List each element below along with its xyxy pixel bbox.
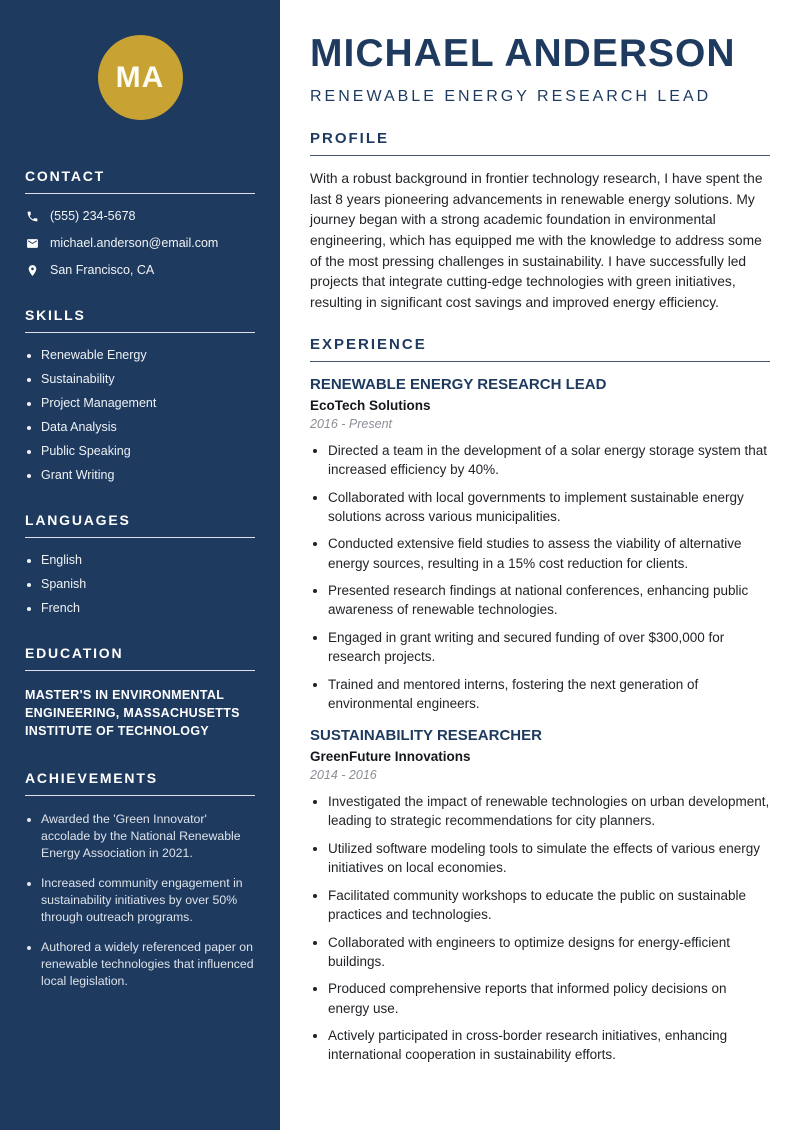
job-bullet: • Conducted extensive field studies to assess the viability of alternative energy sources, resulting in a 15% cost reduction for clients.	[328, 534, 770, 572]
job-bullet: • Collaborated with engineers to optimize designs for energy-efficient buildings.	[328, 933, 770, 971]
profile-heading: PROFILE	[310, 130, 770, 156]
skill-item: • Grant Writing	[41, 468, 255, 482]
skill-item: • Sustainability	[41, 372, 255, 386]
language-item: • Spanish	[41, 577, 255, 591]
achievements-list	[25, 811, 255, 990]
contact-item-phone	[25, 209, 255, 223]
sidebar	[0, 0, 280, 1130]
person-name: MICHAEL ANDERSON	[310, 32, 736, 75]
job-title: RENEWABLE ENERGY RESEARCH LEAD	[310, 375, 607, 393]
job-bullet: • Actively participated in cross-border research initiatives, enhancing international cooperation in sustainability efforts.	[328, 1026, 770, 1064]
avatar	[98, 35, 183, 120]
contact-location-text: San Francisco, CA	[50, 263, 155, 277]
achievement-item: • Authored a widely referenced paper on renewable technologies that influenced local legislation.	[41, 939, 255, 990]
contact-heading: CONTACT	[25, 168, 255, 194]
experience-job-2	[310, 727, 770, 1064]
contact-email-text: michael.anderson@email.com	[50, 236, 219, 250]
contact-list	[25, 209, 255, 277]
job-bullet: • Utilized software modeling tools to simulate the effects of various energy initiatives on local economies.	[328, 839, 770, 877]
language-item: • French	[41, 601, 255, 615]
job-bullet: • Presented research findings at national conferences, enhancing public awareness of renewable technologies.	[328, 581, 770, 619]
languages-heading: LANGUAGES	[25, 512, 255, 538]
location-icon	[25, 264, 39, 277]
person-headline: RENEWABLE ENERGY RESEARCH LEAD	[310, 88, 712, 105]
languages-list	[25, 553, 255, 615]
job-bullet: • Engaged in grant writing and secured funding of over $300,000 for research projects.	[328, 628, 770, 666]
achievements-section	[25, 770, 255, 990]
job-bullet-list	[310, 792, 770, 1064]
avatar-initials: MA	[115, 60, 165, 94]
achievement-item: • Awarded the 'Green Innovator' accolade by the National Renewable Energy Association in 2021.	[41, 811, 255, 862]
job-bullet-list	[310, 441, 770, 713]
job-bullet: • Trained and mentored interns, fostering the next generation of environmental engineers.	[328, 675, 770, 713]
skill-item: • Public Speaking	[41, 444, 255, 458]
job-title: SUSTAINABILITY RESEARCHER	[310, 727, 542, 745]
profile-text: With a robust background in frontier technology research, I have spent the last 8 years pioneering advancements in renewable energy solutions. My journey began with a strong academic foundation in environmental engineering, which has equipped me with the knowledge to address some of the most pressing challenges in sustainability. I have successfully led projects that integrate cutting-edge technologies with green initiatives, resulting in significant cost savings and improved energy efficiency.	[310, 171, 763, 311]
job-dates: 2016 - Present	[310, 416, 392, 431]
education-heading: EDUCATION	[25, 645, 255, 671]
contact-item-email	[25, 236, 255, 250]
job-bullet: • Facilitated community workshops to educate the public on sustainable practices and technologies.	[328, 886, 770, 924]
skill-item: • Renewable Energy	[41, 348, 255, 362]
experience-heading: EXPERIENCE	[310, 336, 770, 362]
language-item: • English	[41, 553, 255, 567]
languages-section	[25, 512, 255, 615]
main-content	[280, 0, 800, 1130]
experience-job-1	[310, 376, 770, 713]
job-bullet: • Investigated the impact of renewable technologies on urban development, leading to strategic recommendations for city planners.	[328, 792, 770, 830]
skills-section	[25, 307, 255, 482]
contact-phone-text: (555) 234-5678	[50, 209, 136, 223]
skills-list	[25, 348, 255, 482]
skills-heading: SKILLS	[25, 307, 255, 333]
job-bullet: • Collaborated with local governments to implement sustainable energy solutions across various municipalities.	[328, 488, 770, 526]
skill-item: • Data Analysis	[41, 420, 255, 434]
education-section	[25, 645, 255, 740]
contact-section	[25, 168, 255, 277]
education-degree: MASTER'S IN ENVIRONMENTAL ENGINEERING, MASSACHUSETTS INSTITUTE OF TECHNOLOGY	[25, 688, 240, 739]
job-company: GreenFuture Innovations	[310, 749, 471, 765]
job-dates: 2014 - 2016	[310, 768, 377, 783]
contact-item-location	[25, 263, 255, 277]
skill-item: • Project Management	[41, 396, 255, 410]
email-icon	[25, 237, 39, 250]
job-bullet: • Produced comprehensive reports that informed policy decisions on energy use.	[328, 979, 770, 1017]
achievement-item: • Increased community engagement in sustainability initiatives by over 50% through outreach programs.	[41, 875, 255, 926]
phone-icon	[25, 210, 39, 223]
achievements-heading: ACHIEVEMENTS	[25, 770, 255, 796]
job-company: EcoTech Solutions	[310, 397, 431, 413]
job-bullet: • Directed a team in the development of a solar energy storage system that increased efficiency by 40%.	[328, 441, 770, 479]
